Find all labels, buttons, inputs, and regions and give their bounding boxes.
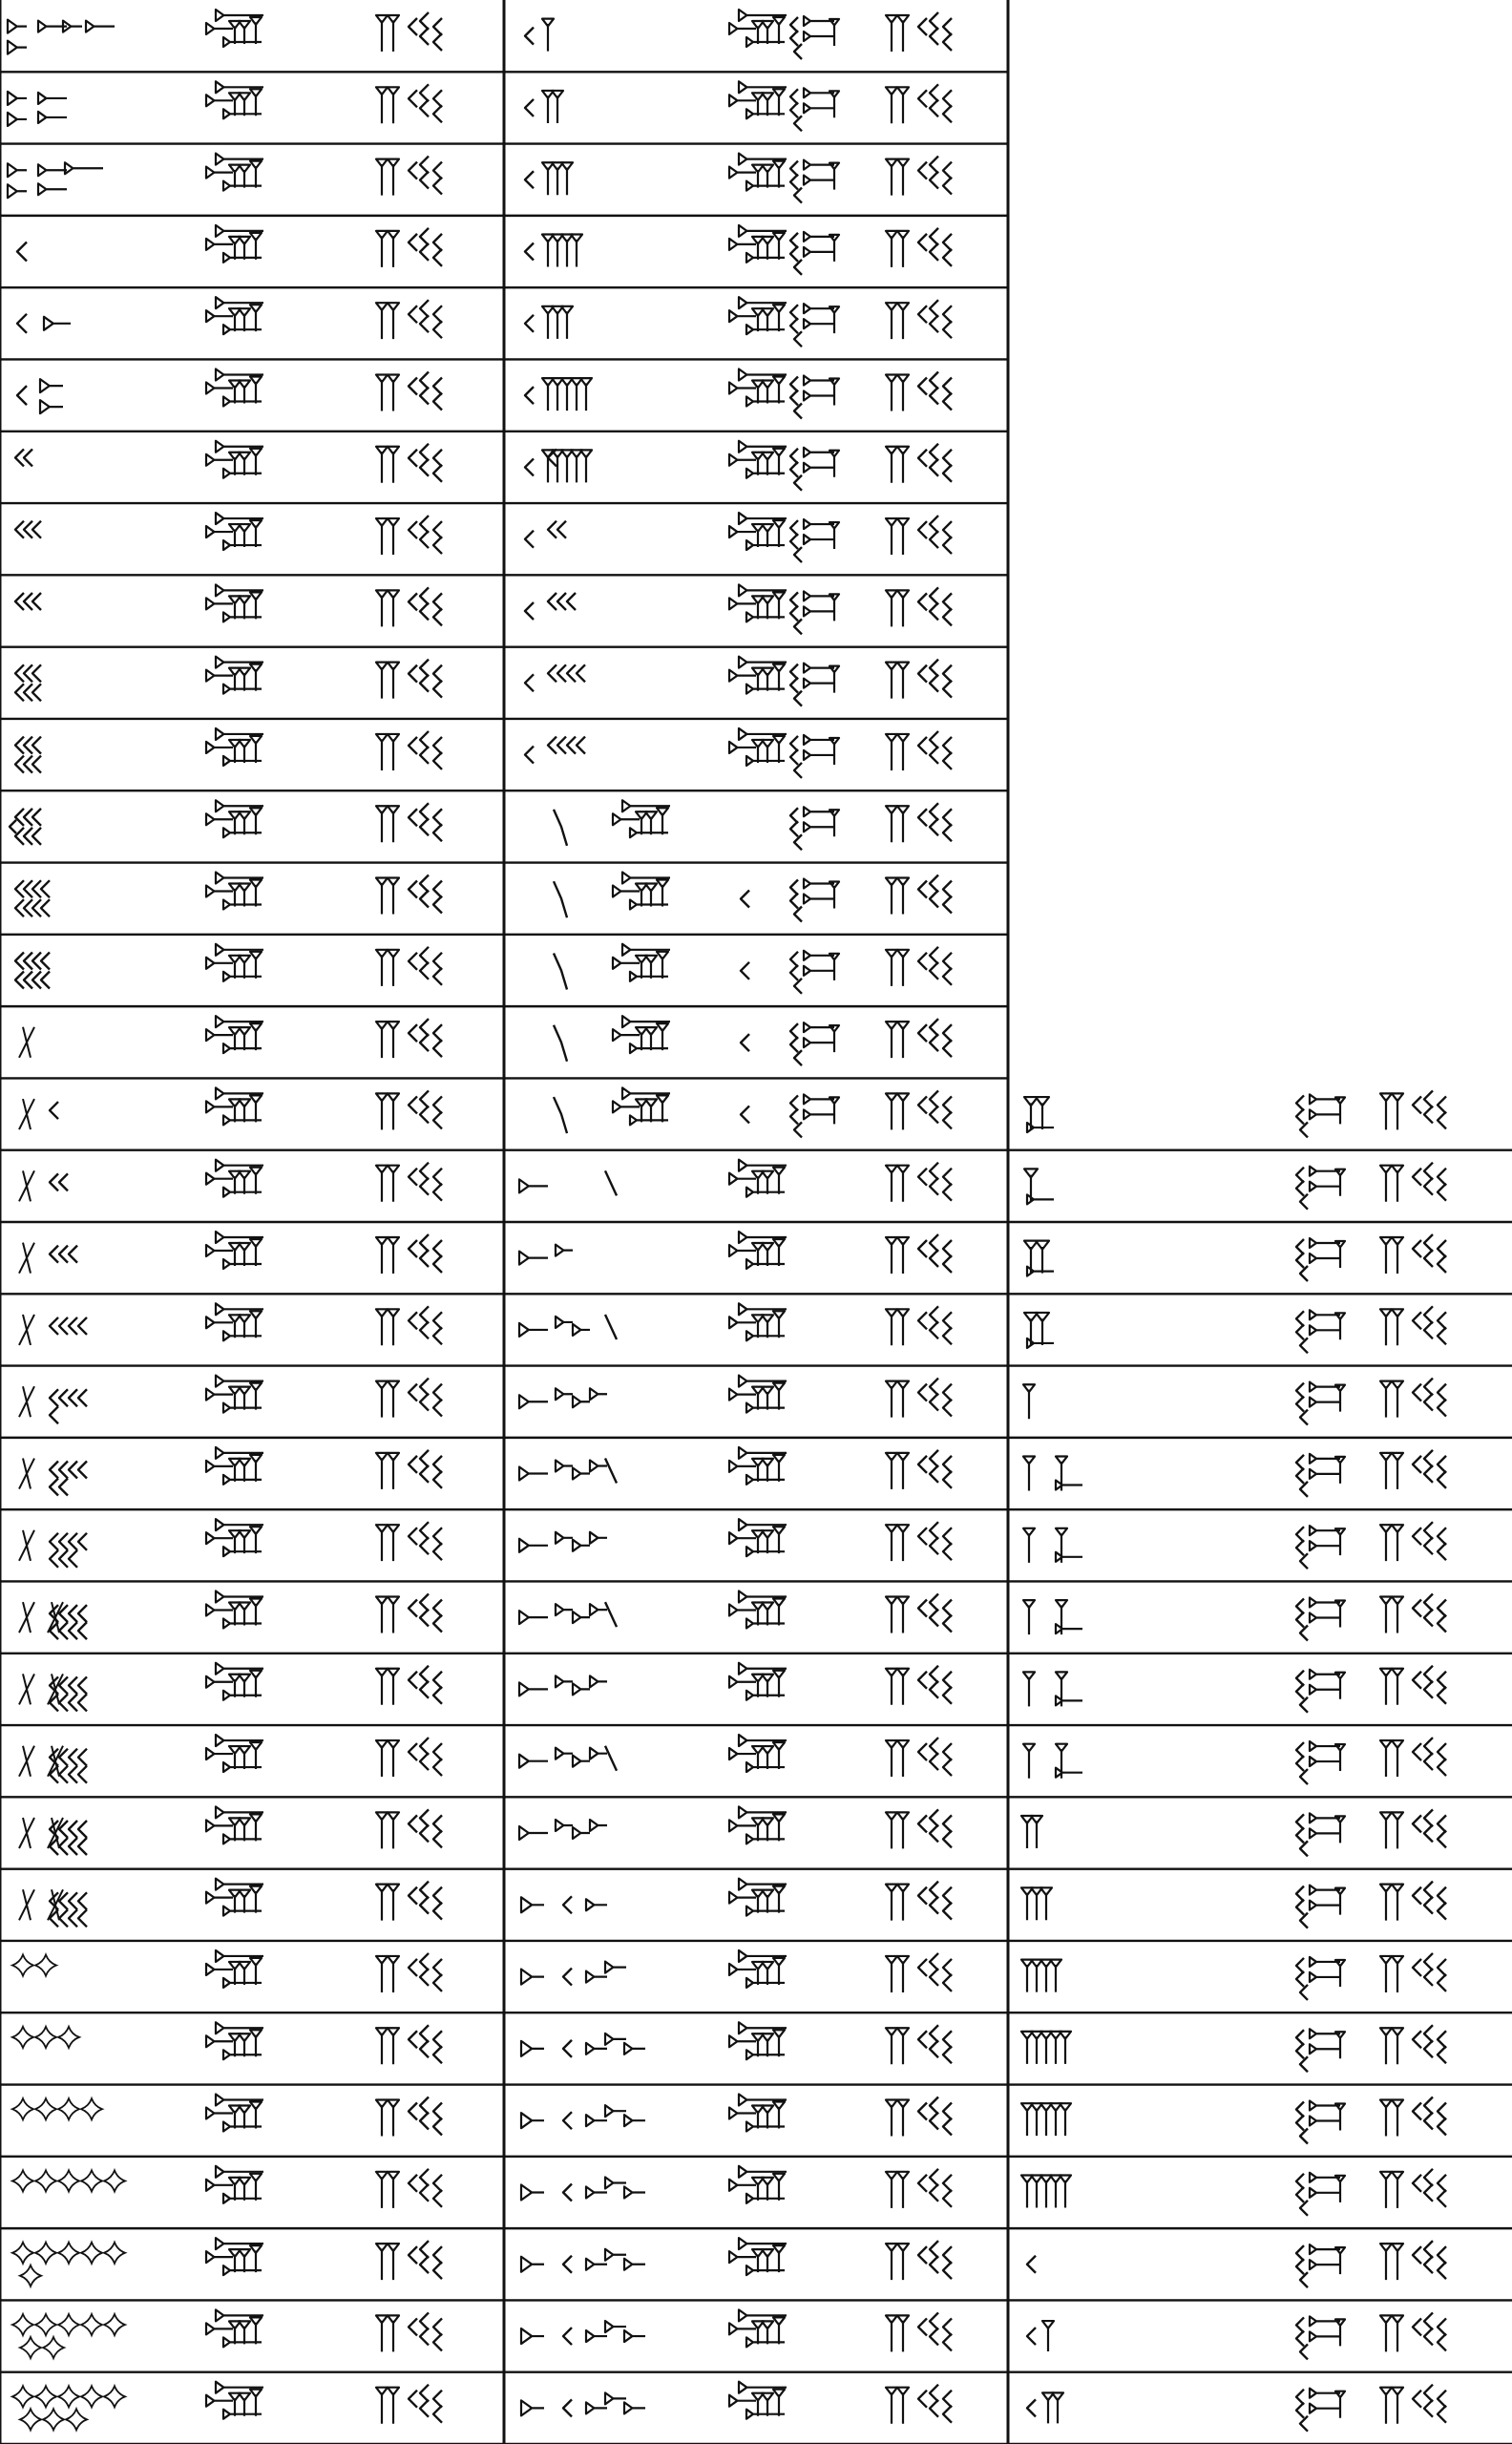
sign-row-right-14: [1008, 2025, 1512, 2084]
sign-row-middle-33: [504, 2309, 1008, 2371]
sign-row-left-29: [0, 2022, 504, 2084]
sign-row-middle-15: [504, 1016, 1008, 1078]
sign-row-left-6: [0, 369, 504, 431]
sign-row-left-17: [0, 1160, 504, 1222]
sign-row-right-11: [1008, 1809, 1512, 1868]
sign-row-left-2: [0, 81, 504, 143]
sign-row-middle-9: [504, 584, 1008, 646]
sign-row-left-7: [0, 441, 504, 503]
sign-row-right-6: [1008, 1450, 1512, 1509]
sign-row-left-12: [0, 800, 504, 862]
sign-row-middle-34: [504, 2382, 1008, 2444]
sign-row-left-19: [0, 1303, 504, 1365]
sign-row-middle-7: [504, 441, 1008, 503]
sign-row-right-7: [1008, 1522, 1512, 1581]
sign-row-middle-19: [504, 1303, 1008, 1365]
sign-row-left-26: [0, 1806, 504, 1868]
sign-row-left-34: [0, 2382, 504, 2444]
sign-row-middle-31: [504, 2166, 1008, 2228]
sign-row-left-30: [0, 2095, 504, 2157]
sign-row-middle-22: [504, 1519, 1008, 1581]
sign-row-middle-12: [504, 800, 1008, 862]
sign-row-left-11: [0, 728, 504, 790]
sign-row-left-14: [0, 944, 504, 1006]
sign-row-middle-17: [504, 1160, 1008, 1222]
sign-row-middle-20: [504, 1376, 1008, 1438]
sign-row-middle-32: [504, 2238, 1008, 2300]
sign-row-middle-16: [504, 1087, 1008, 1149]
sign-row-right-3: [1008, 1234, 1512, 1294]
sign-row-middle-26: [504, 1806, 1008, 1868]
sign-row-middle-3: [504, 154, 1008, 216]
sign-row-middle-21: [504, 1447, 1008, 1509]
sign-row-left-8: [0, 513, 504, 575]
sign-row-right-17: [1008, 2241, 1512, 2300]
sign-row-left-32: [0, 2238, 504, 2300]
sign-row-right-19: [1008, 2385, 1512, 2444]
sign-row-right-2: [1008, 1163, 1512, 1222]
sign-row-middle-29: [504, 2022, 1008, 2084]
sign-row-right-16: [1008, 2169, 1512, 2228]
sign-row-right-1: [1008, 1090, 1512, 1149]
sign-row-right-18: [1008, 2312, 1512, 2371]
sign-row-left-9: [0, 584, 504, 646]
sign-row-left-21: [0, 1447, 504, 1509]
sign-row-left-16: [0, 1087, 504, 1149]
sign-row-middle-2: [504, 81, 1008, 143]
sign-row-right-15: [1008, 2097, 1512, 2157]
sign-row-left-15: [0, 1016, 504, 1078]
sign-row-right-10: [1008, 1738, 1512, 1797]
sign-row-middle-10: [504, 657, 1008, 719]
sign-row-left-25: [0, 1735, 504, 1797]
sign-row-right-13: [1008, 1953, 1512, 2012]
sign-row-right-9: [1008, 1666, 1512, 1725]
sign-row-left-33: [0, 2309, 504, 2371]
sign-row-left-28: [0, 1950, 504, 2012]
sign-row-middle-6: [504, 369, 1008, 431]
sign-row-left-1: [0, 10, 504, 72]
sign-row-middle-5: [504, 297, 1008, 359]
sign-row-middle-11: [504, 728, 1008, 790]
sign-row-middle-24: [504, 1663, 1008, 1725]
sign-row-left-24: [0, 1663, 504, 1725]
sign-row-middle-23: [504, 1591, 1008, 1653]
sign-row-left-5: [0, 297, 504, 359]
sign-row-left-20: [0, 1376, 504, 1438]
sign-row-left-13: [0, 873, 504, 935]
sign-row-left-23: [0, 1591, 504, 1653]
sign-row-middle-8: [504, 513, 1008, 575]
sign-row-left-3: [0, 154, 504, 216]
sign-row-left-10: [0, 657, 504, 719]
sign-row-middle-25: [504, 1735, 1008, 1797]
sign-row-left-27: [0, 1879, 504, 1941]
sign-row-right-12: [1008, 1882, 1512, 1941]
sign-row-right-5: [1008, 1379, 1512, 1438]
sign-row-middle-14: [504, 944, 1008, 1006]
sign-row-left-22: [0, 1519, 504, 1581]
sign-row-middle-30: [504, 2095, 1008, 2157]
sign-row-middle-28: [504, 1950, 1008, 2012]
sign-row-middle-18: [504, 1232, 1008, 1294]
sign-row-left-18: [0, 1232, 504, 1294]
sign-row-middle-13: [504, 873, 1008, 935]
sign-row-left-4: [0, 225, 504, 287]
sign-row-middle-1: [504, 10, 1008, 72]
sign-row-right-4: [1008, 1306, 1512, 1365]
sign-row-middle-4: [504, 225, 1008, 287]
sign-row-left-31: [0, 2166, 504, 2228]
sign-row-middle-27: [504, 1879, 1008, 1941]
sign-row-right-8: [1008, 1593, 1512, 1653]
